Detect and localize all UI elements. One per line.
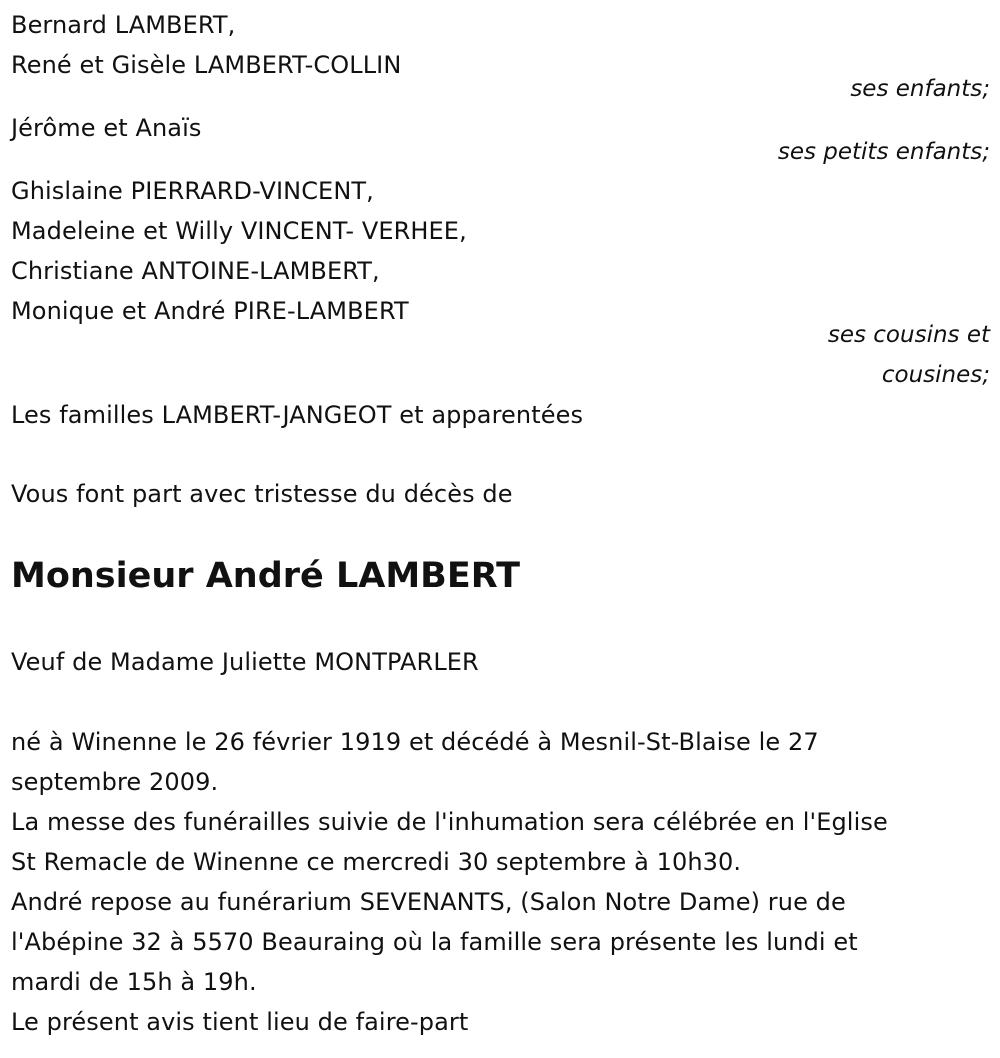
- deceased-name-heading: Monsieur André LAMBERT: [11, 556, 521, 596]
- announcement-line: Vous font part avec tristesse du décès de: [11, 480, 513, 508]
- cousin-name-line: Monique et André PIRE-LAMBERT: [11, 297, 409, 325]
- details-line: La messe des funérailles suivie de l'inhumation sera célébrée en l'Eglise: [11, 808, 888, 836]
- details-line: l'Abépine 32 à 5570 Beauraing où la famille sera présente les lundi et: [11, 928, 858, 956]
- details-line: Le présent avis tient lieu de faire-part: [11, 1008, 469, 1036]
- details-line: St Remacle de Winenne ce mercredi 30 septembre à 10h30.: [11, 848, 742, 876]
- details-line: né à Winenne le 26 février 1919 et décédé à Mesnil-St-Blaise le 27: [11, 728, 819, 756]
- details-line: André repose au funérarium SEVENANTS, (Salon Notre Dame) rue de: [11, 888, 846, 916]
- details-line: septembre 2009.: [11, 768, 219, 796]
- cousins-role-label: ses cousins et: [827, 322, 990, 348]
- children-role-label: ses enfants;: [850, 76, 990, 102]
- cousins-role-label-continued: cousines;: [881, 362, 990, 388]
- grandchildren-role-label: ses petits enfants;: [777, 139, 990, 165]
- child-name-line: Bernard LAMBERT,: [11, 11, 236, 39]
- cousin-name-line: Madeleine et Willy VINCENT- VERHEE,: [11, 217, 467, 245]
- child-name-line: René et Gisèle LAMBERT-COLLIN: [11, 51, 402, 79]
- cousin-name-line: Christiane ANTOINE-LAMBERT,: [11, 257, 380, 285]
- details-line: mardi de 15h à 19h.: [11, 968, 257, 996]
- widower-line: Veuf de Madame Juliette MONTPARLER: [11, 648, 479, 676]
- cousin-name-line: Ghislaine PIERRARD-VINCENT,: [11, 177, 374, 205]
- families-line: Les familles LAMBERT-JANGEOT et apparentées: [11, 401, 584, 429]
- grandchild-name-line: Jérôme et Anaïs: [11, 114, 202, 142]
